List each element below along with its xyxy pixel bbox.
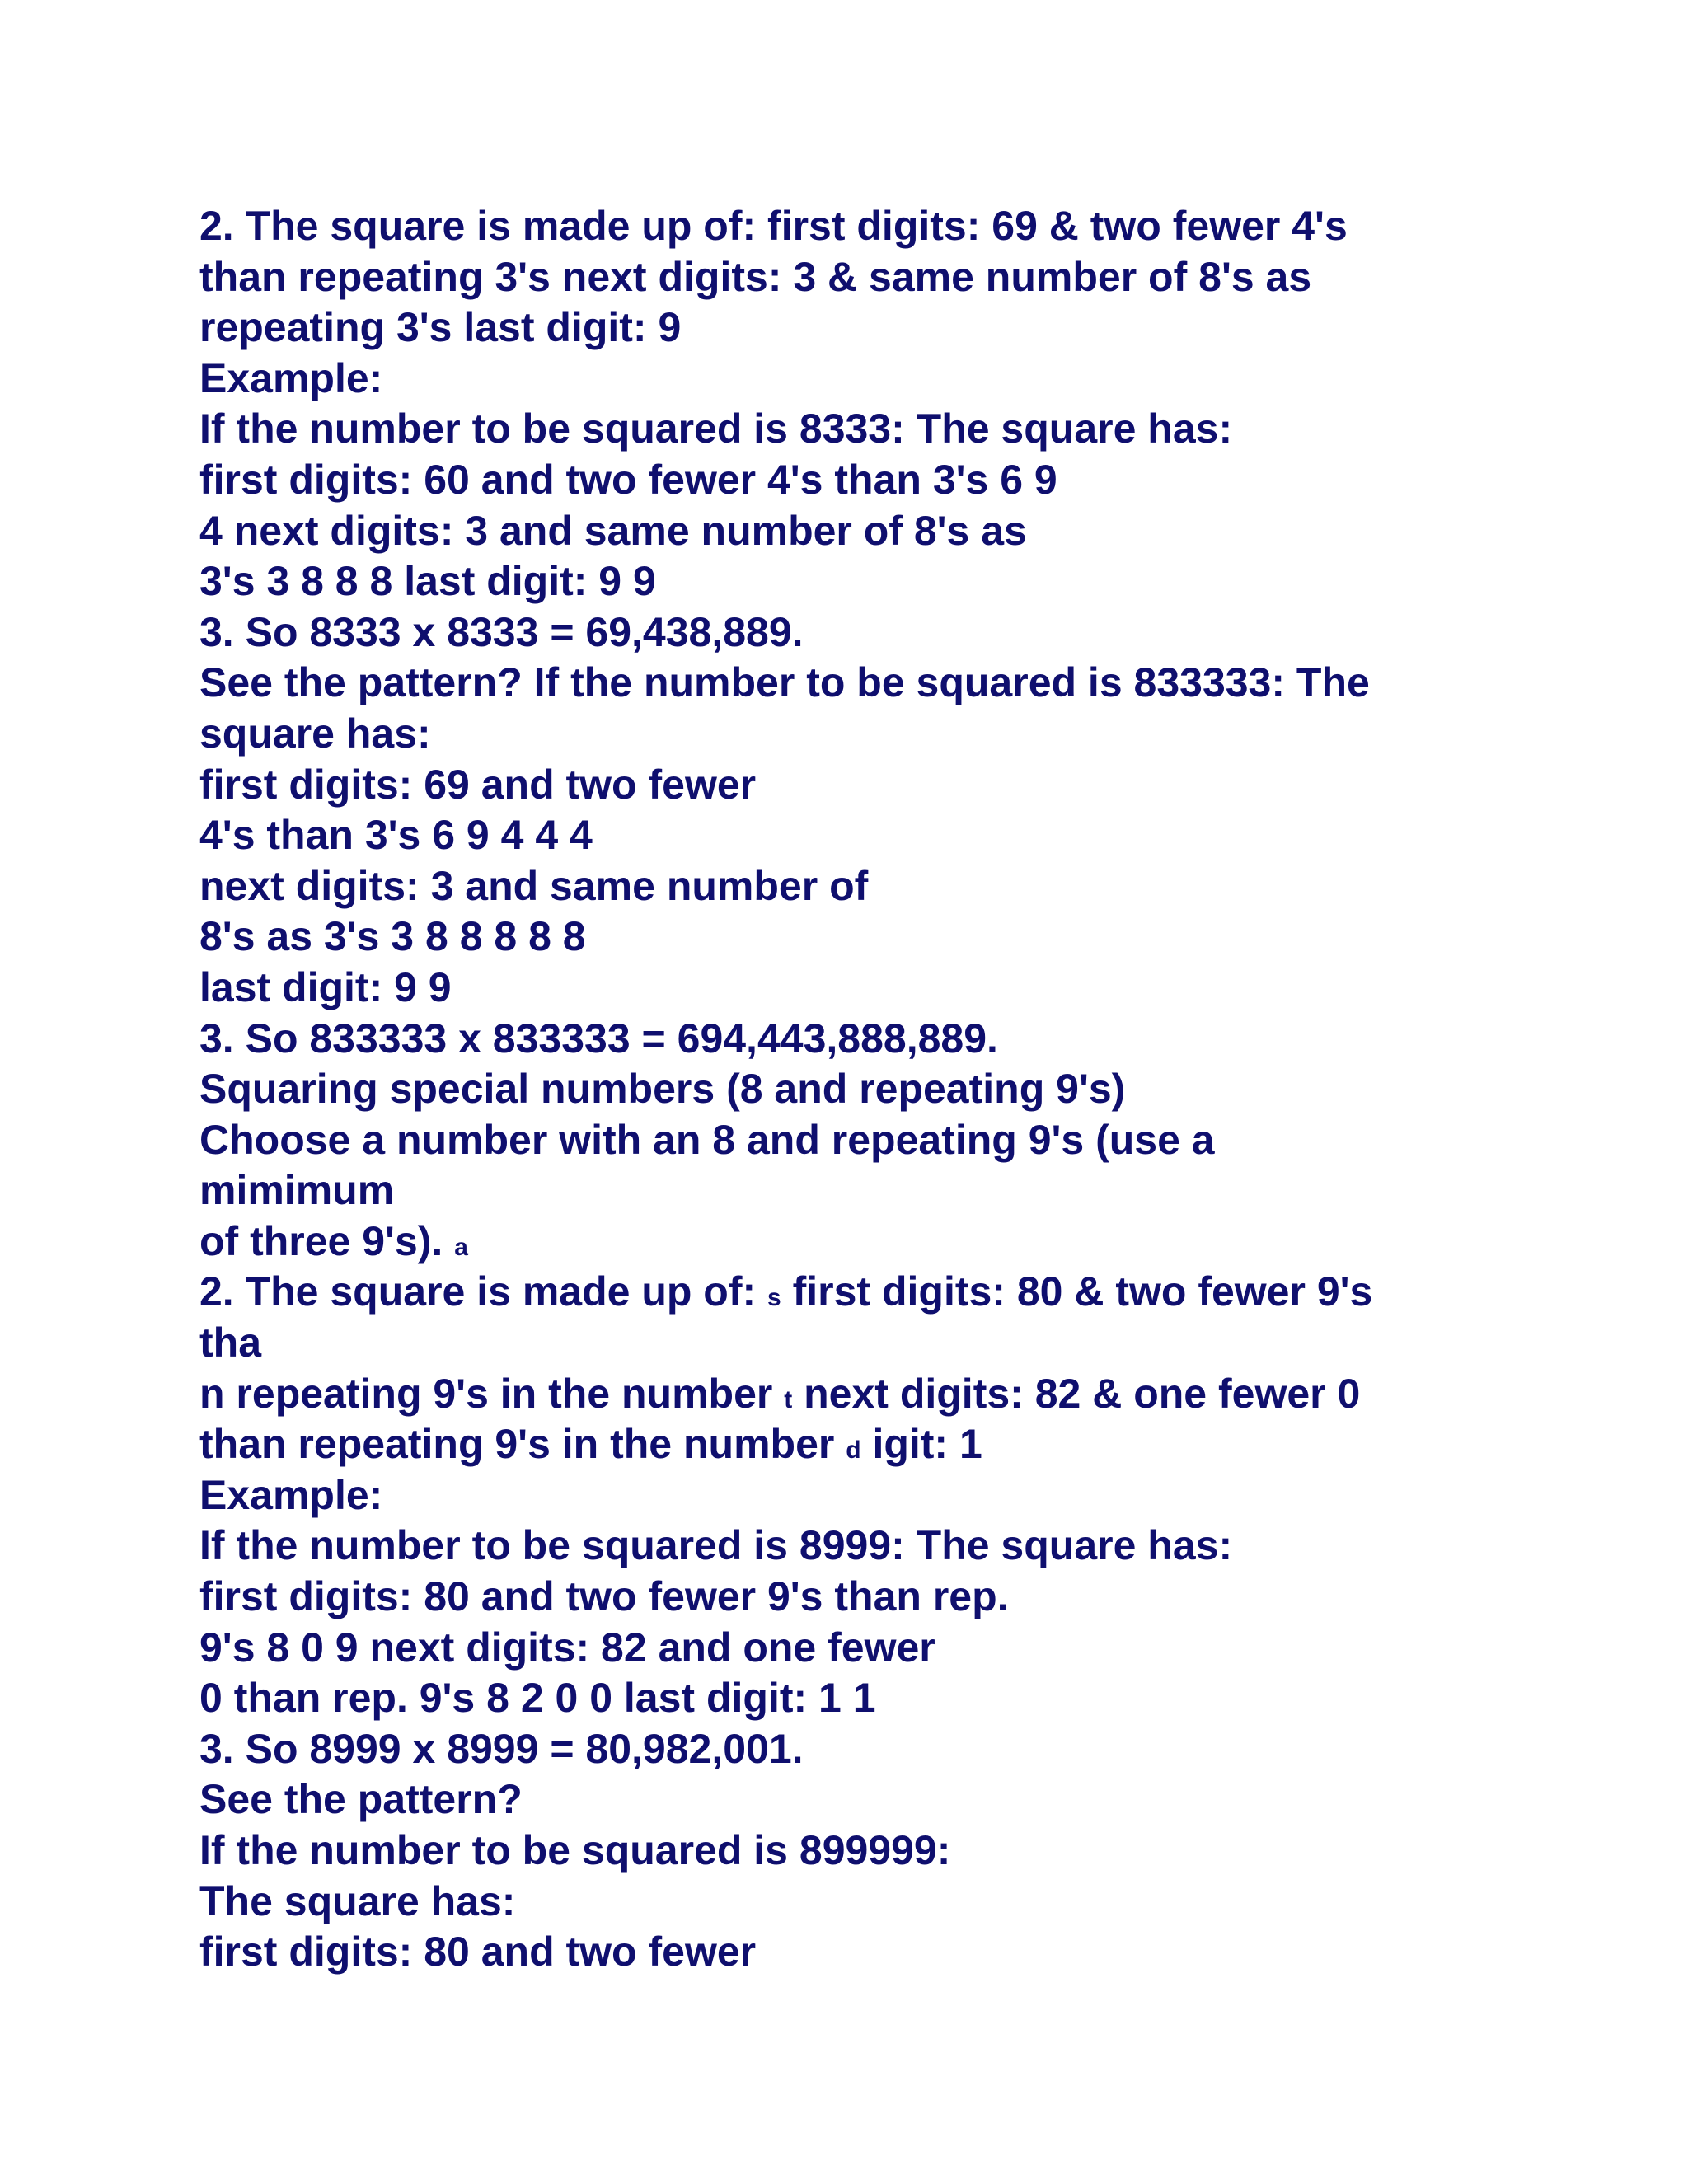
text-line (199, 709, 1535, 760)
text-line (199, 1369, 1535, 1420)
text-segment: first digits: 60 and two fewer 4's than 3's 6 9 (199, 456, 1057, 503)
text-segment: 3. So 833333 x 833333 = 694,443,888,889. (199, 1015, 998, 1062)
text-segment: last digit: 9 9 (199, 963, 452, 1010)
text-line (199, 1673, 1535, 1724)
text-segment: of three 9's). (199, 1217, 455, 1264)
text-line (199, 1419, 1535, 1470)
text-segment: 2. The square is made up of: first digits: 69 & two fewer 4's (199, 203, 1348, 249)
text-line (199, 1115, 1535, 1166)
text-segment: 3. So 8333 x 8333 = 69,438,889. (199, 608, 804, 655)
text-line (199, 302, 1535, 354)
text-segment: 8's as 3's 3 8 8 8 8 8 (199, 913, 586, 960)
text-line (199, 1216, 1535, 1268)
text-segment: See the pattern? If the number to be squared is 833333: The (199, 659, 1370, 706)
text-line (199, 1165, 1535, 1216)
text-segment: 4 next digits: 3 and same number of 8's as (199, 507, 1027, 554)
text-segment: first digits: 80 & two fewer 9's (781, 1268, 1373, 1315)
text-segment: Choose a number with an 8 and repeating 9's (use a (199, 1116, 1215, 1163)
text-line (199, 810, 1535, 861)
text-line (199, 1724, 1535, 1775)
text-line (199, 1470, 1535, 1521)
text-line (199, 658, 1535, 709)
margin-letter: t (784, 1385, 793, 1413)
text-line (199, 607, 1535, 658)
text-segment: 3. So 8999 x 8999 = 80,982,001. (199, 1725, 804, 1772)
text-line (199, 1623, 1535, 1674)
text-segment: If the number to be squared is 8333: The square has: (199, 405, 1233, 452)
text-segment: square has: (199, 710, 431, 757)
text-line (199, 354, 1535, 405)
text-segment: Example: (199, 1471, 383, 1518)
text-segment: Squaring special numbers (8 and repeating 9's) (199, 1066, 1126, 1113)
margin-letter: a (454, 1233, 468, 1261)
text-segment: If the number to be squared is 899999: (199, 1827, 951, 1873)
margin-letter: d (846, 1436, 861, 1465)
text-line (199, 760, 1535, 811)
text-segment: 2. The square is made up of: (199, 1268, 768, 1315)
text-line (199, 1267, 1535, 1318)
document-body-text (199, 201, 1535, 1978)
text-segment: 9's 8 0 9 next digits: 82 and one fewer (199, 1624, 935, 1671)
text-line (199, 455, 1535, 506)
text-segment: 4's than 3's 6 9 4 4 4 (199, 812, 593, 859)
text-line (199, 1521, 1535, 1572)
text-line (199, 556, 1535, 607)
text-line (199, 1825, 1535, 1877)
text-segment: than repeating 3's next digits: 3 & same number of 8's as (199, 253, 1312, 300)
text-segment: igit: 1 (860, 1421, 982, 1468)
text-segment: n repeating 9's in the number (199, 1370, 785, 1417)
text-segment: tha (199, 1319, 261, 1366)
text-line (199, 201, 1535, 252)
text-line (199, 1927, 1535, 1978)
text-segment: If the number to be squared is 8999: The square has: (199, 1522, 1233, 1569)
text-segment: See the pattern? (199, 1776, 523, 1823)
text-segment: next digits: 3 and same number of (199, 862, 869, 909)
text-segment: first digits: 80 and two fewer (199, 1929, 757, 1975)
text-line (199, 252, 1535, 303)
text-line (199, 912, 1535, 963)
text-segment: The square has: (199, 1877, 516, 1924)
text-line (199, 1774, 1535, 1825)
text-line (199, 1318, 1535, 1369)
text-line (199, 963, 1535, 1014)
text-segment: repeating 3's last digit: 9 (199, 304, 682, 351)
text-line (199, 1877, 1535, 1928)
text-line (199, 1572, 1535, 1623)
text-line (199, 506, 1535, 557)
text-line (199, 1014, 1535, 1065)
margin-letter: s (767, 1284, 781, 1312)
text-segment: than repeating 9's in the number (199, 1421, 846, 1468)
text-segment: 3's 3 8 8 8 last digit: 9 9 (199, 558, 656, 605)
text-segment: first digits: 80 and two fewer 9's than rep. (199, 1573, 1009, 1620)
text-segment: mimimum (199, 1167, 395, 1214)
text-segment: 0 than rep. 9's 8 2 0 0 last digit: 1 1 (199, 1675, 876, 1722)
text-segment: first digits: 69 and two fewer (199, 761, 757, 808)
text-line (199, 404, 1535, 455)
text-segment: Example: (199, 354, 383, 401)
text-line (199, 861, 1535, 912)
text-line (199, 1064, 1535, 1115)
text-segment: next digits: 82 & one fewer 0 (792, 1370, 1361, 1417)
